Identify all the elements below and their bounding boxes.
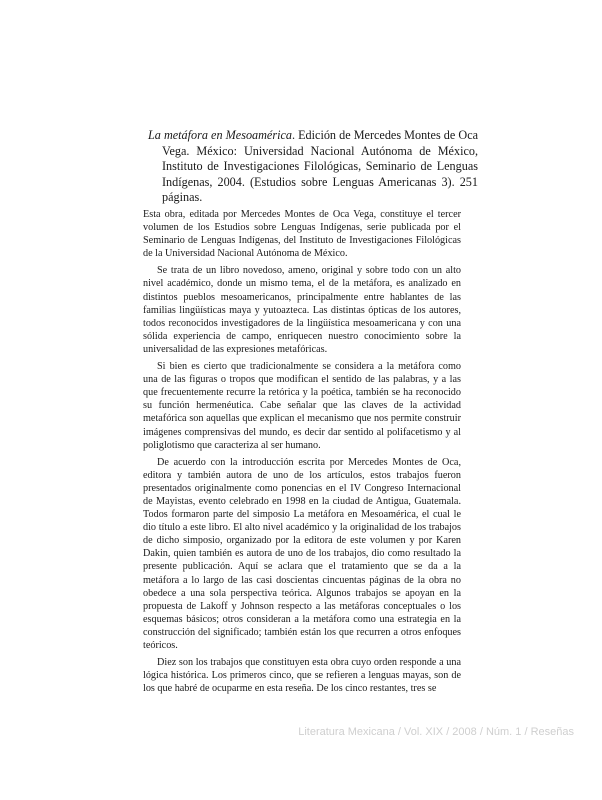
paragraph: Diez son los trabajos que constituyen esta obra cuyo orden responde a una lógica histórica. Los primeros cinco, que se refieren a lenguas mayas, son de los que habré de ocuparme en esta reseña. De los cinco restantes, tres se xyxy=(143,657,461,695)
running-footer: Literatura Mexicana / Vol. XIX / 2008 / Núm. 1 / Reseñas xyxy=(298,726,574,738)
paragraph: De acuerdo con la introducción escrita por Mercedes Montes de Oca, editora y también autora de uno de los artículos, estos trabajos fueron presentados originalmente como ponencias en el IV Congreso Internacional de Mayistas, evento celebrado en 1998 en la ciudad de Antigua, Guatemala. Todos formaron parte del simposio La metáfora en Mesoamérica, el cual le dio título a este libro. El alto nivel académico y la originalidad de los trabajos de dicho simposio, organizado por la editora de este volumen y por Karen Dakin, quien también es autora de uno de los trabajos, dio como resultado la presente publicación. Aquí se aclara que el tratamiento que se da a la metáfora a lo largo de las casi doscientas cincuentas páginas de la obra no obedece a una sola perspectiva teórica. Algunos trabajos se apoyan en la propuesta de Lakoff y Johnson respecto a las metáforas conceptuales o los esquemas básicos; otros consideran a la metáfora como una estrategia en la construcción del significado; también están los que recurren a otros enfoques teóricos. xyxy=(143,456,461,651)
paragraph: Esta obra, editada por Mercedes Montes de Oca Vega, constituye el tercer volumen de los Estudios sobre Lenguas Indígenas, serie publicada por el Seminario de Lenguas Indígenas, del Instituto de Investigaciones Filológicas de la Universidad Nacional Autónoma de México. xyxy=(143,209,461,260)
citation-details: . Edición de Mercedes Montes de Oca Vega. México: Universidad Nacional Autónoma de México, Instituto de Investigaciones Filológicas, Seminario de Lenguas Indígenas, 2004. (Estudios sobre Lenguas Americanas 3). 251 páginas. xyxy=(162,128,479,205)
review-body xyxy=(143,208,461,699)
book-title: La metáfora en Mesoamérica xyxy=(148,128,292,142)
bibliographic-citation xyxy=(148,128,478,206)
paragraph: Se trata de un libro novedoso, ameno, original y sobre todo con un alto nivel académico, donde un mismo tema, el de la metáfora, es analizado en distintos pueblos mesoamericanos, principalmente entre hablantes de las familias lingüísticas maya y yutoazteca. Las distintas ópticas de los autores, todos reconocidos investigadores de la lingüística mesoamericana y con una sólida experiencia de campo, enriquecen nuestro conocimiento sobre la universalidad de las expresiones metafóricas. xyxy=(143,265,461,355)
paragraph: Si bien es cierto que tradicionalmente se considera a la metáfora como una de las figuras o tropos que modifican el sentido de las palabras, y a las que frecuentemente recurre la retórica y la poética, también se ha reconocido su función hermenéutica. Cabe señalar que las claves de la actividad metafórica son aquellas que explican el mecanismo que nos permite construir imágenes comprensivas del mundo, es decir dar sentido al polifacetismo y al poliglotismo que caracteriza al ser humano. xyxy=(143,361,461,451)
